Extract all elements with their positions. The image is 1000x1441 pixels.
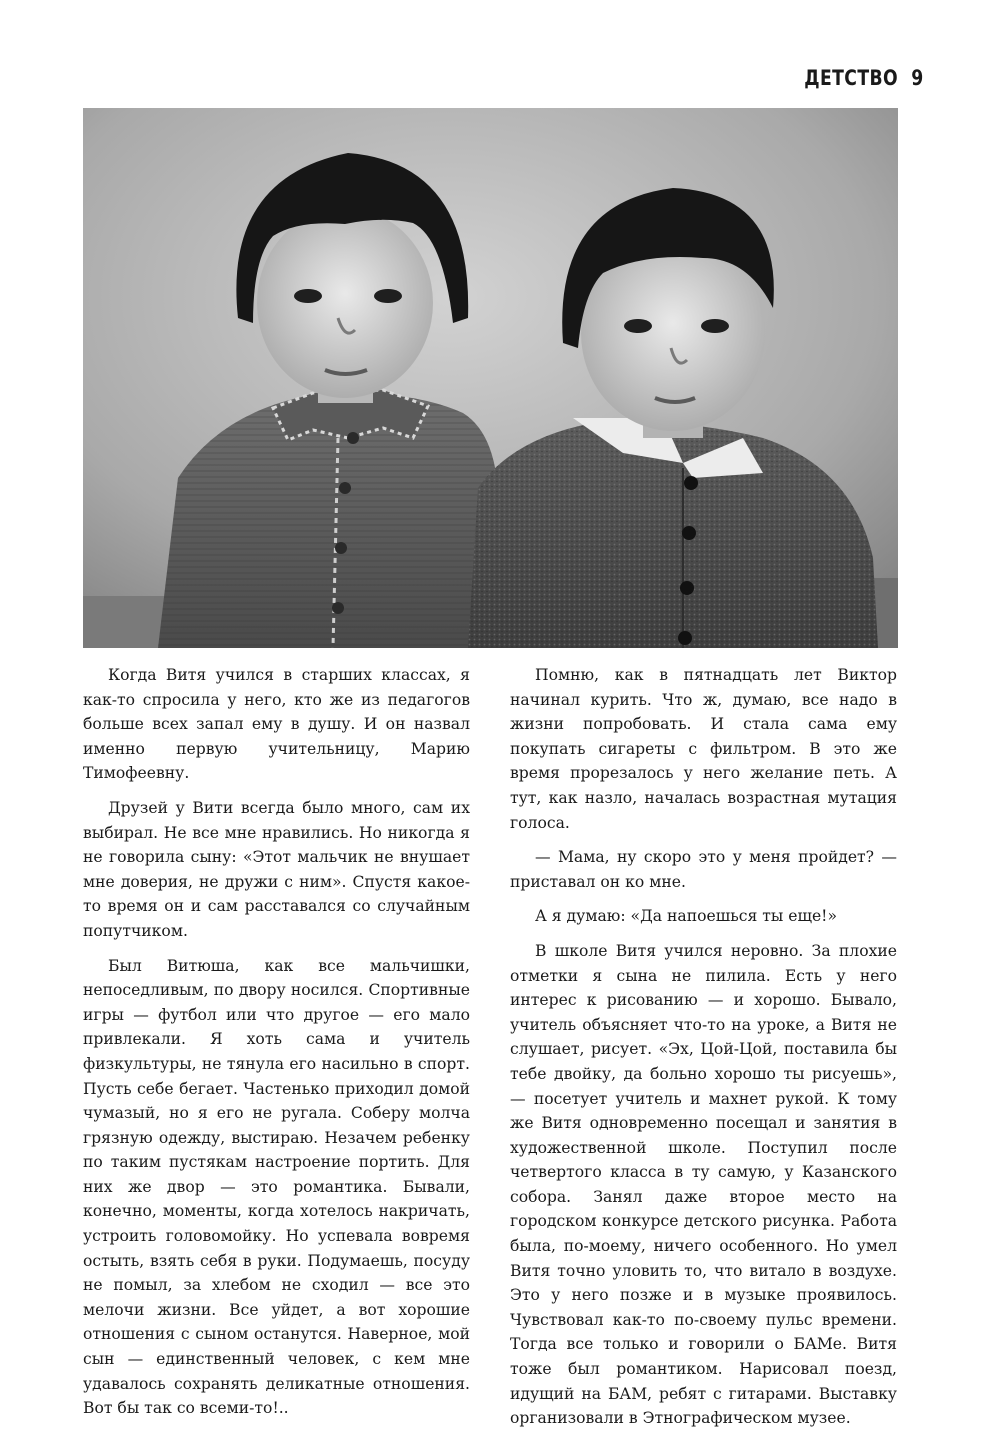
paragraph: Был Витюша, как все мальчишки, непоседливым, по двору носился. Спортивные игры — футбол или что другое — его мало привлекали. Я хоть сама и учитель физкультуры, не тянула его насильно в спорт. Пусть себе бегает. Частенько приходил домой чумазый, но я его не ругала. Соберу молча грязную одежду, выстираю. Незачем ребенку по таким пустякам настроение портить. Для них же двор — это романтика. Бывали, конечно, моменты, когда хотелось накричать, устроить головомойку. Но успевала вовремя остыть, взять себя в руки. Подумаешь, посуду не помыл, за хлебом не сходил — все это мелочи жизни. Все уйдет, а вот хорошие отношения с сыном останутся. Наверное, мой сын — единственный человек, с кем мне удавалось сохранять деликатные отношения. Вот бы так со всеми-то!.. [83, 956, 470, 1418]
page-number: 9 [911, 66, 924, 90]
paragraph: В школе Витя учился неровно. За плохие отметки я сына не пилила. Есть у него интерес к рисованию — и хорошо. Бывало, учитель объясняет что-то на уроке, а Витя не слушает, рисует. «Эх, Цой-Цой, поставила бы тебе двойку, да больно хорошо ты рисуешь», — посетует учитель и махнет рукой. К тому же Витя одновременно посещал и занятия в художественной школе. Поступил после четвертого класса в ту самую, у Казанского собора. Занял даже второе место на городском конкурсе детского рисунка. Работа была, по-моему, ничего особенного. Но умел Витя точно уловить то, что витало в воздухе. Это у него позже и в музыке проявилось. Чувствовал как-то по-своему пульс времени. Тогда все только и говорили о БАМе. Витя тоже был романтиком. Нарисовал поезд, идущий на БАМ, ребят с гитарами. Выставку организовали в Этнографическом музее. [510, 941, 897, 1428]
paragraph: Друзей у Вити всегда было много, сам их выбирал. Не все мне нравились. Но никогда я не говорила сыну: «Этот мальчик не внушает мне доверия, не дружи с ним». Спустя какое-то время он и сам расставался со случайным попутчиком. [83, 798, 470, 940]
paragraph: — Мама, ну скоро это у меня пройдет? — приставал он ко мне. [510, 848, 897, 891]
paragraph: А я думаю: «Да напоешься ты еще!» [535, 907, 837, 926]
text-column-right [510, 663, 897, 1441]
paragraph: Помню, как в пятнадцать лет Виктор начинал курить. Что ж, думаю, все надо в жизни попробовать. И стала сама ему покупать сигареты с фильтром. В это же время прорезалось у него желание петь. А тут, как назло, началась возрастная мутация голоса. [510, 666, 897, 832]
section-title: ДЕТСТВО [804, 66, 899, 90]
running-header [805, 66, 924, 90]
photo-two-children [83, 108, 898, 648]
text-column-left [83, 663, 470, 1431]
paragraph: Когда Витя учился в старших классах, я как-то спросила у него, кто же из педагогов больше всех запал ему в душу. И он назвал именно первую учительницу, Марию Тимофеевну. [83, 666, 470, 783]
